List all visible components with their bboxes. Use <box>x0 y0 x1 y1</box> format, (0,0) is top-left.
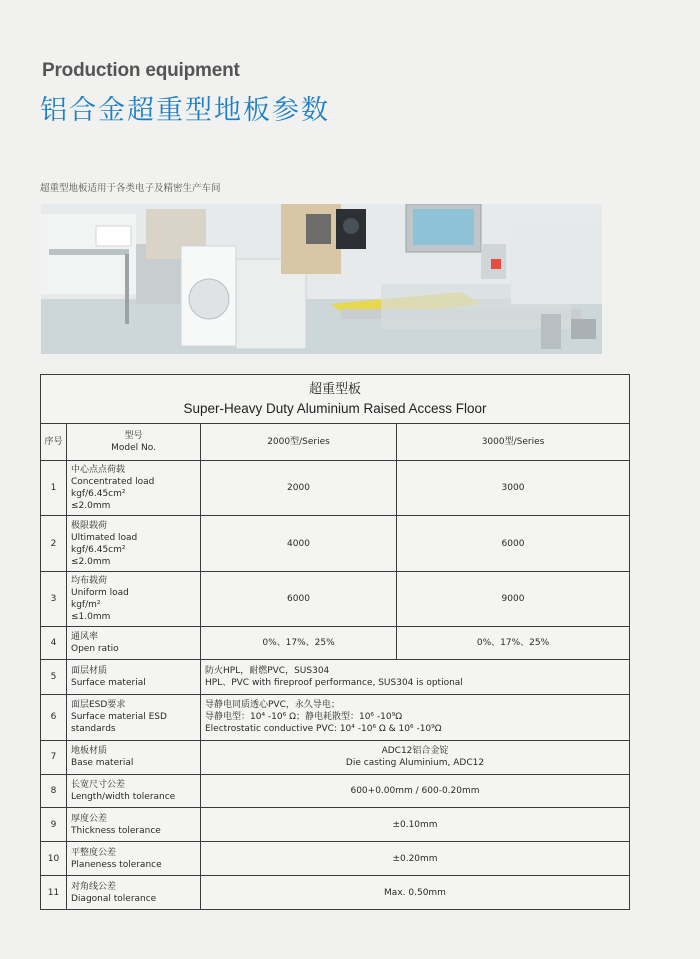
row-label-line: 厚度公差 <box>71 813 108 824</box>
row-number: 2 <box>41 516 67 571</box>
row-number: 5 <box>41 659 67 694</box>
table-row <box>41 694 630 740</box>
table-row <box>41 842 630 876</box>
factory-photo <box>41 204 602 354</box>
row-label-line: Thickness tolerance <box>71 825 161 836</box>
row-value <box>201 808 630 842</box>
row-label <box>67 461 201 516</box>
row-label <box>67 740 201 774</box>
row-label-line: kgf/m² <box>71 599 101 610</box>
row-value-2000: 2000 <box>201 461 397 516</box>
row-value-line: Electrostatic conductive PVC: 10⁴ -10⁶ Ω & 10⁶ -10⁹Ω <box>205 724 442 735</box>
row-label <box>67 627 201 660</box>
col-header-model-cn: 型号 <box>124 431 143 442</box>
row-label-line: Surface material <box>71 677 146 688</box>
row-label-line: 长宽尺寸公差 <box>71 780 126 791</box>
row-label-line: Base material <box>71 758 134 769</box>
row-value-line: ADC12铝合金锭 <box>381 746 449 757</box>
row-label-line: ≤2.0mm <box>71 501 111 512</box>
row-value-2000: 4000 <box>201 516 397 571</box>
row-label-line: ≤1.0mm <box>71 611 111 622</box>
row-value-line: 防火HPL，耐燃PVC，SUS304 <box>205 665 330 676</box>
table-title-chinese: 超重型板 <box>308 382 361 398</box>
row-label-line: ≤2.0mm <box>71 556 111 567</box>
row-label-line: Planeness tolerance <box>71 859 162 870</box>
row-value-line: Die casting Aluminium, ADC12 <box>345 758 485 769</box>
row-number: 6 <box>41 694 67 740</box>
row-value <box>201 740 630 774</box>
col-header-model-en: Model No. <box>111 443 156 454</box>
row-label-line: Length/width tolerance <box>71 792 176 803</box>
row-label-line: 面层ESD要求 <box>71 700 126 711</box>
row-value-line: ±0.20mm <box>392 853 438 864</box>
row-value-line: Max. 0.50mm <box>384 887 446 898</box>
table-title <box>41 375 630 424</box>
page-title: 铝合金超重型地板参数 <box>40 95 330 126</box>
row-label <box>67 571 201 626</box>
row-label <box>67 694 201 740</box>
table-row <box>41 740 630 774</box>
row-value-line: 导静电同质透心PVC，永久导电； <box>205 700 340 711</box>
photo-caption: 超重型地板适用于各类电子及精密生产车间 <box>40 183 221 194</box>
table-title-english: Super-Heavy Duty Aluminium Raised Access Floor <box>183 401 487 417</box>
table-row <box>41 461 630 516</box>
table-row <box>41 627 630 660</box>
row-label-line: kgf/6.45cm² <box>71 544 126 555</box>
row-label <box>67 659 201 694</box>
col-header-no: 序号 <box>41 424 67 461</box>
col-header-3000: 3000型/Series <box>397 424 630 461</box>
row-number: 1 <box>41 461 67 516</box>
row-value-line: HPL、PVC with fireproof performance, SUS304 is optional <box>205 677 463 688</box>
row-value-line: ±0.10mm <box>392 819 438 830</box>
row-value-2000: 6000 <box>201 571 397 626</box>
row-number: 9 <box>41 808 67 842</box>
row-label-line: 面层材质 <box>71 665 108 676</box>
spec-table <box>40 374 630 910</box>
row-label-line: 极限载荷 <box>71 520 108 531</box>
table-row <box>41 876 630 910</box>
row-value-3000: 9000 <box>397 571 630 626</box>
row-value <box>201 694 630 740</box>
row-value <box>201 842 630 876</box>
row-label-line: 平整度公差 <box>71 847 117 858</box>
row-label-line: Surface material ESD <box>71 712 167 723</box>
row-number: 4 <box>41 627 67 660</box>
table-row <box>41 516 630 571</box>
table-row <box>41 774 630 808</box>
factory-photo-illustration <box>41 204 602 354</box>
row-number: 7 <box>41 740 67 774</box>
row-label-line: 地板材质 <box>71 746 108 757</box>
table-row <box>41 659 630 694</box>
row-value-3000: 3000 <box>397 461 630 516</box>
row-label <box>67 774 201 808</box>
row-value-3000: 6000 <box>397 516 630 571</box>
table-row <box>41 571 630 626</box>
row-value <box>201 774 630 808</box>
col-header-model <box>67 424 201 461</box>
subtitle-english: Production equipment <box>42 60 240 81</box>
row-number: 3 <box>41 571 67 626</box>
table-row <box>41 808 630 842</box>
row-number: 8 <box>41 774 67 808</box>
row-value-line: 导静电型：10⁴ -10⁶ Ω；静电耗散型：10⁶ -10⁹Ω <box>205 712 403 723</box>
row-label <box>67 876 201 910</box>
row-label-line: kgf/6.45cm² <box>71 489 126 500</box>
row-value <box>201 659 630 694</box>
row-label-line: 通风率 <box>71 632 99 642</box>
row-label <box>67 516 201 571</box>
table-header-row <box>41 424 630 461</box>
row-value-3000: 0%、17%、25% <box>397 627 630 660</box>
row-label <box>67 808 201 842</box>
row-label-line: Concentrated load <box>71 477 155 488</box>
row-value-line: 600+0.00mm / 600-0.20mm <box>350 786 480 797</box>
row-label-line: Diagonal tolerance <box>71 893 157 904</box>
row-label-line: 均布载荷 <box>71 575 108 586</box>
row-value-2000: 0%、17%、25% <box>201 627 397 660</box>
col-header-2000: 2000型/Series <box>201 424 397 461</box>
row-label-line: Open ratio <box>71 644 119 654</box>
row-number: 10 <box>41 842 67 876</box>
row-label-line: 中心点点荷载 <box>71 465 126 476</box>
row-label-line: 对角线公差 <box>71 881 117 892</box>
row-value <box>201 876 630 910</box>
row-label-line: Ultimated load <box>71 532 138 543</box>
row-label-line: Uniform load <box>71 587 129 598</box>
row-label-line: standards <box>71 724 116 735</box>
row-label <box>67 842 201 876</box>
row-number: 11 <box>41 876 67 910</box>
